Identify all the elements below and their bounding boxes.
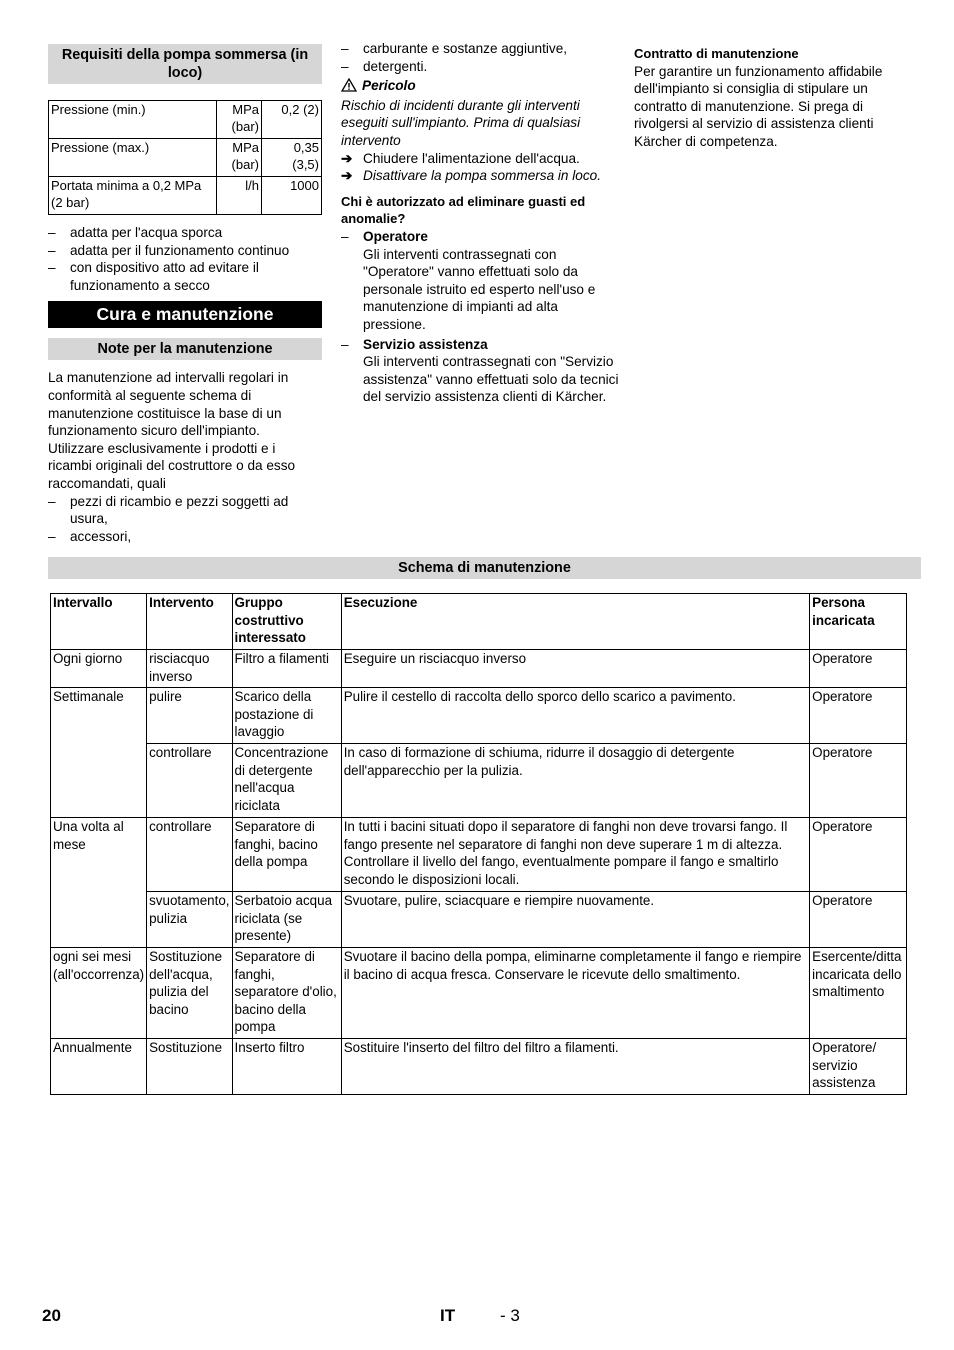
right-column: [634, 45, 908, 151]
products-list: [341, 40, 619, 75]
table-cell: Pulire il cestello di raccolta dello sporco dello scarico a pavimento.: [341, 688, 809, 744]
table-cell: In caso di formazione di schiuma, ridurre il dosaggio di detergente dell'apparecchio per la pulizia.: [341, 744, 809, 818]
table-cell: Esercente/ditta incaricata dello smaltimento: [810, 948, 907, 1039]
role-title: – Operatore: [363, 228, 428, 244]
contract-text: Per garantire un funzionamento affidabile dell'impianto si consiglia di stipulare un contratto di manutenzione. Si prega di rivolgersi al servizio di assistenza clienti Kärcher di competenza.: [634, 63, 883, 149]
table-header-row: [51, 594, 907, 650]
table-cell: risciacquo inverso: [147, 650, 232, 688]
req-unit: MPa (bar): [217, 101, 262, 139]
contract-heading: Contratto di manutenzione: [634, 46, 799, 61]
table-cell: Operatore: [810, 818, 907, 892]
table-cell: Serbatoio acqua riciclata (se presente): [232, 892, 341, 948]
column-header: Esecuzione: [341, 594, 809, 650]
table-cell: Operatore: [810, 688, 907, 744]
req-unit: MPa (bar): [217, 139, 262, 177]
table-cell: Separatore di fanghi, separatore d'olio, bacino della pompa: [232, 948, 341, 1039]
table-cell: Operatore: [810, 650, 907, 688]
list-item: – accessori,: [48, 528, 322, 546]
table-row: [51, 1039, 907, 1095]
column-header: Gruppo costruttivo interessato: [232, 594, 341, 650]
pump-requirements-heading: Requisiti della pompa sommersa (in loco): [48, 44, 322, 84]
arrow-right-icon: ➔: [341, 168, 353, 184]
maintenance-schedule-heading: Schema di manutenzione: [48, 557, 921, 579]
left-column: [48, 44, 322, 545]
table-row: [51, 948, 907, 1039]
table-row: [51, 650, 907, 688]
spare-parts-list: [48, 493, 322, 546]
warning-triangle-icon: [341, 78, 357, 97]
table-cell: Concentrazione di detergente nell'acqua riciclata: [232, 744, 341, 818]
role-title: – Servizio assistenza: [363, 336, 488, 352]
table-cell: Operatore: [810, 744, 907, 818]
step-text: Chiudere l'alimentazione dell'acqua.: [363, 150, 580, 166]
danger-label: Pericolo: [362, 78, 416, 94]
table-cell: svuotamento, pulizia: [147, 892, 232, 948]
table-cell: Inserto filtro: [232, 1039, 341, 1095]
table-cell: Svuotare, pulire, sciacquare e riempire nuovamente.: [341, 892, 809, 948]
notes-paragraph: La manutenzione ad intervalli regolari in conformità al seguente schema di manutenzione costituisce la base di un funzionamento sicuro dell'impianto.: [48, 370, 289, 439]
req-value: 0,35 (3,5): [262, 139, 322, 177]
section-page-number: - 3: [500, 1306, 520, 1325]
column-header: Intervallo: [51, 594, 147, 650]
table-cell: pulire: [147, 688, 232, 744]
arrow-right-icon: ➔: [341, 150, 353, 166]
list-item: – con dispositivo atto ad evitare il funzionamento a secco: [48, 259, 322, 294]
table-cell: Separatore di fanghi, bacino della pompa: [232, 818, 341, 892]
requirements-list: [48, 224, 322, 294]
role-text: Gli interventi contrassegnati con "Servizio assistenza" vanno effettuati solo da tecnici del servizio assistenza clienti di Kärcher.: [363, 354, 619, 405]
instruction-step: [341, 150, 619, 168]
table-cell: Operatore/ servizio assistenza: [810, 1039, 907, 1095]
table-cell: Sostituire l'inserto del filtro del filtro a filamenti.: [341, 1039, 809, 1095]
table-cell: controllare: [147, 744, 232, 818]
table-cell: Filtro a filamenti: [232, 650, 341, 688]
table-row: [51, 744, 907, 818]
table-row: [51, 688, 907, 744]
table-cell: Scarico della postazione di lavaggio: [232, 688, 341, 744]
req-label: Pressione (min.): [49, 101, 217, 139]
list-item: – detergenti.: [341, 58, 619, 76]
instruction-step: [341, 167, 619, 185]
list-item: [341, 336, 619, 406]
table-row: [49, 177, 322, 215]
table-row: [51, 892, 907, 948]
table-row: [51, 818, 907, 892]
table-row: [49, 139, 322, 177]
list-item: [341, 228, 619, 334]
maintenance-notes-heading: Note per la manutenzione: [48, 338, 322, 360]
danger-notice: [341, 77, 619, 97]
table-cell: Annualmente: [51, 1039, 147, 1095]
list-item: – carburante e sostanze aggiuntive,: [341, 40, 619, 58]
req-label: Pressione (max.): [49, 139, 217, 177]
req-value: 0,2 (2): [262, 101, 322, 139]
table-cell: ogni sei mesi (all'occorrenza): [51, 948, 147, 1039]
table-cell: Settimanale: [51, 688, 147, 818]
page-number: 20: [42, 1306, 61, 1325]
table-cell: controllare: [147, 818, 232, 892]
list-item: – pezzi di ricambio e pezzi soggetti ad usura,: [48, 493, 322, 528]
table-cell: Sostituzione: [147, 1039, 232, 1095]
table-cell: Operatore: [810, 892, 907, 948]
req-label: Portata minima a 0,2 MPa (2 bar): [49, 177, 217, 215]
maintenance-schedule-table: [50, 593, 907, 1095]
middle-column: [341, 40, 619, 406]
roles-list: [341, 228, 619, 406]
table-cell: Eseguire un risciacquo inverso: [341, 650, 809, 688]
list-item: – adatta per il funzionamento continuo: [48, 242, 322, 260]
notes-paragraph: Utilizzare esclusivamente i prodotti e i ricambi originali del costruttore o da esso raccomandati, quali: [48, 440, 296, 491]
table-cell: Sostituzione dell'acqua, pulizia del bacino: [147, 948, 232, 1039]
column-header: Intervento: [147, 594, 232, 650]
danger-text: Rischio di incidenti durante gli interventi eseguiti sull'impianto. Prima di qualsiasi intervento: [341, 97, 581, 148]
table-cell: Ogni giorno: [51, 650, 147, 688]
section-title: Cura e manutenzione: [48, 301, 322, 328]
language-code: IT: [440, 1306, 456, 1325]
req-value: 1000: [262, 177, 322, 215]
step-text: Disattivare la pompa sommersa in loco.: [363, 168, 601, 184]
req-unit: l/h: [217, 177, 262, 215]
who-heading: Chi è autorizzato ad eliminare guasti ed anomalie?: [341, 193, 586, 227]
table-cell: Svuotare il bacino della pompa, eliminarne completamente il fango e riempire il bacino di acqua fresca. Conservare le ricevute dello smaltimento.: [341, 948, 809, 1039]
list-item: – adatta per l'acqua sporca: [48, 224, 322, 242]
role-text: Gli interventi contrassegnati con "Operatore" vanno effettuati solo da personale istruito ed esperto nell'uso e manutenzione di impianti ad alta pressione.: [363, 246, 596, 332]
column-header: Persona incaricata: [810, 594, 907, 650]
pump-requirements-table: [48, 100, 322, 215]
table-cell: In tutti i bacini situati dopo il separatore di fanghi non deve trovarsi fango. Il fango presente nel separatore di fanghi non deve superare 1 m di altezza. Controllare il livello del fango, eventualmente pompare il fango e smaltirlo secondo le disposizioni locali.: [341, 818, 809, 892]
table-cell: Una volta al mese: [51, 818, 147, 948]
table-row: [49, 101, 322, 139]
